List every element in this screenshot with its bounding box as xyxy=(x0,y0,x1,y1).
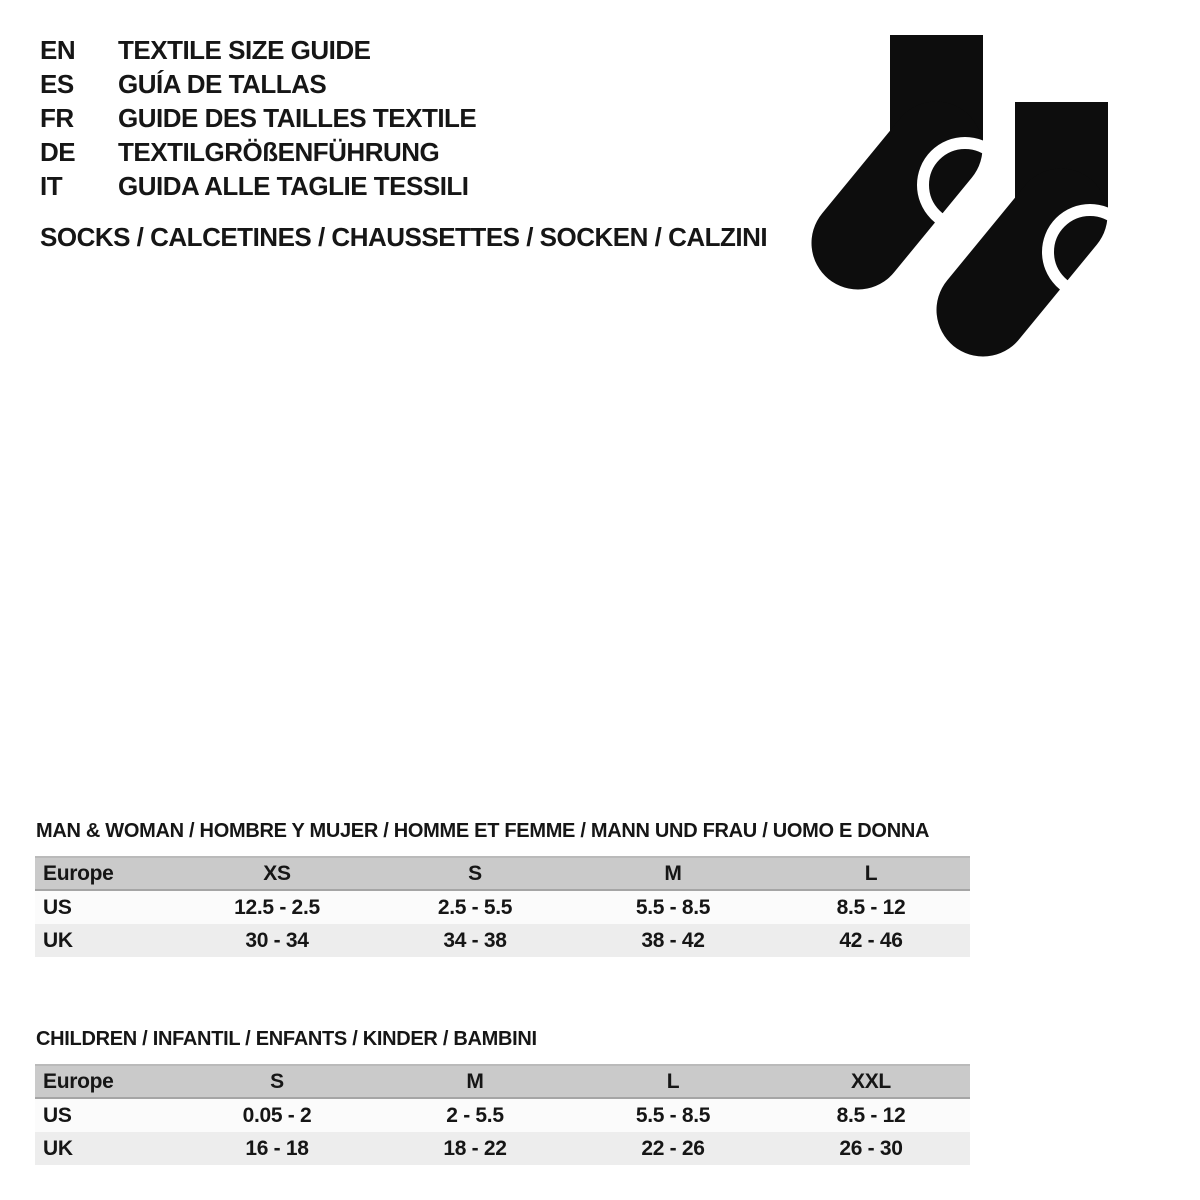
column-header-size-l: L xyxy=(666,1069,680,1093)
column-header-region: Europe xyxy=(43,1069,114,1093)
row-label-uk: UK xyxy=(43,1136,73,1160)
cell-uk-m: 18 - 22 xyxy=(443,1136,507,1160)
column-header-region: Europe xyxy=(43,861,114,885)
language-row-en xyxy=(40,33,476,67)
language-code-fr: FR xyxy=(40,103,74,133)
language-code-it: IT xyxy=(40,171,63,201)
row-label-uk: UK xyxy=(43,928,73,952)
cell-us-s: 2.5 - 5.5 xyxy=(437,895,513,919)
column-header-size-l: L xyxy=(864,861,878,885)
product-category-heading: SOCKS / CALCETINES / CHAUSSETTES / SOCKEN / CALZINI xyxy=(40,222,768,252)
table-row-us xyxy=(35,890,970,924)
row-label-us: US xyxy=(43,1103,72,1127)
language-row-it xyxy=(40,169,476,203)
guide-title-en: TEXTILE SIZE GUIDE xyxy=(118,35,371,65)
cell-us-m: 5.5 - 8.5 xyxy=(635,895,711,919)
cell-uk-l: 22 - 26 xyxy=(641,1136,705,1160)
column-header-size-m: M xyxy=(664,861,682,885)
table-heading-man-woman: MAN & WOMAN / HOMBRE Y MUJER / HOMME ET FEMME / MANN UND FRAU / UOMO E DONNA xyxy=(36,820,930,842)
cell-us-m: 2 - 5.5 xyxy=(446,1103,504,1127)
table-row-us xyxy=(35,1098,970,1132)
language-title-block xyxy=(40,33,476,203)
cell-uk-xxl: 26 - 30 xyxy=(839,1136,903,1160)
language-code-en: EN xyxy=(40,35,76,65)
column-header-size-m: M xyxy=(466,1069,484,1093)
language-row-es xyxy=(40,67,476,101)
table-row-uk xyxy=(35,924,970,957)
cell-us-l: 5.5 - 8.5 xyxy=(635,1103,711,1127)
language-row-fr xyxy=(40,101,476,135)
table-row-uk xyxy=(35,1132,970,1165)
table-header-row xyxy=(35,1065,970,1098)
row-label-us: US xyxy=(43,895,72,919)
cell-uk-s: 34 - 38 xyxy=(443,928,507,952)
column-header-size-s: S xyxy=(270,1069,284,1093)
cell-uk-s: 16 - 18 xyxy=(245,1136,309,1160)
cell-uk-m: 38 - 42 xyxy=(641,928,705,952)
guide-title-it: GUIDA ALLE TAGLIE TESSILI xyxy=(118,171,469,201)
cell-us-l: 8.5 - 12 xyxy=(836,895,906,919)
column-header-size-xs: XS xyxy=(263,861,291,885)
sock-back-icon xyxy=(858,35,1007,243)
guide-title-fr: GUIDE DES TAILLES TEXTILE xyxy=(118,103,477,133)
column-header-size-xxl: XXL xyxy=(851,1069,891,1093)
column-header-size-s: S xyxy=(468,861,482,885)
cell-uk-l: 42 - 46 xyxy=(839,928,903,952)
language-code-de: DE xyxy=(40,137,76,167)
table-header-row xyxy=(35,857,970,890)
guide-title-de: TEXTILGRÖßENFÜHRUNG xyxy=(118,137,440,167)
cell-us-s: 0.05 - 2 xyxy=(242,1103,312,1127)
socks-icon xyxy=(810,30,1140,360)
size-table-man-woman xyxy=(35,856,970,957)
size-table-children xyxy=(35,1064,970,1165)
language-code-es: ES xyxy=(40,69,74,99)
cell-us-xxl: 8.5 - 12 xyxy=(836,1103,906,1127)
table-heading-children: CHILDREN / INFANTIL / ENFANTS / KINDER / BAMBINI xyxy=(36,1028,537,1050)
language-row-de xyxy=(40,135,476,169)
cell-uk-xs: 30 - 34 xyxy=(245,928,309,952)
guide-title-es: GUÍA DE TALLAS xyxy=(118,69,327,99)
cell-us-xs: 12.5 - 2.5 xyxy=(234,895,320,919)
